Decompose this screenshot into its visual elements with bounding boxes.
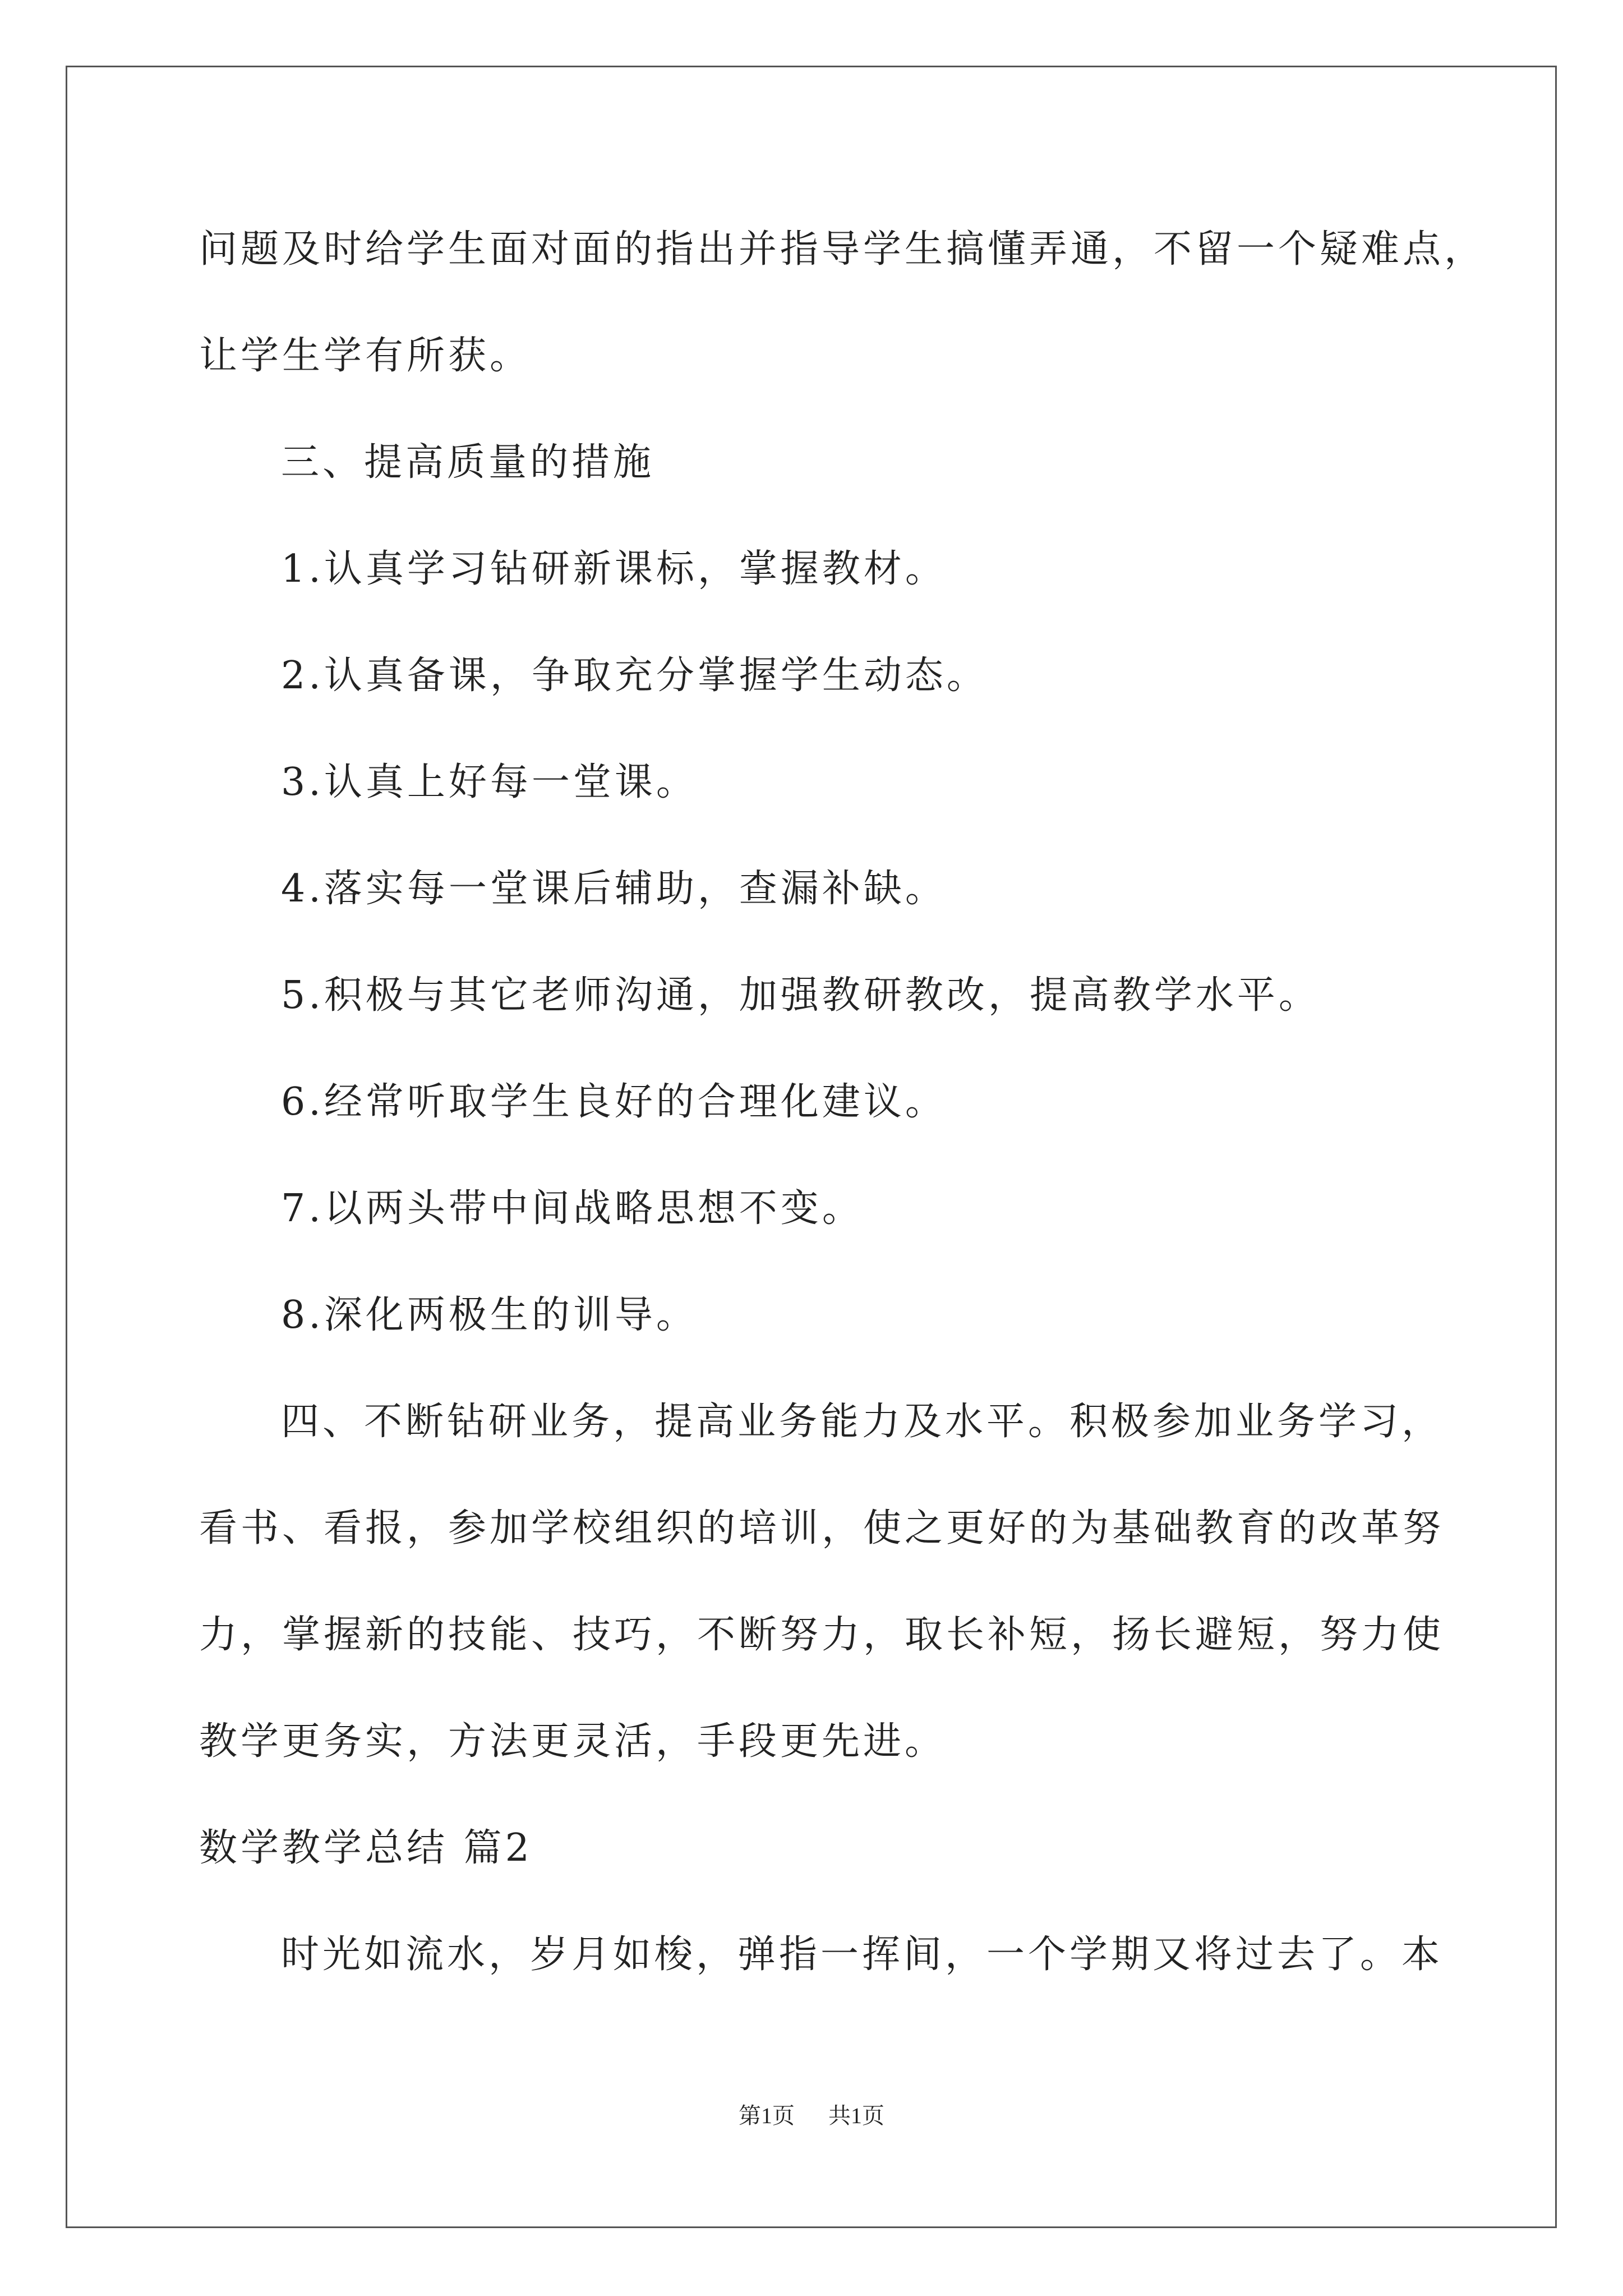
list-item: 8.深化两极生的训导。 xyxy=(281,1293,698,1337)
page-total: 共1页 xyxy=(828,2103,884,2128)
section-title: 数学教学总结 篇2 xyxy=(199,1826,533,1870)
list-item: 7.以两头带中间战略思想不变。 xyxy=(281,1186,864,1231)
body-line: 让学生学有所获。 xyxy=(199,334,532,378)
body-line: 教学更务实，方法更灵活，手段更先进。 xyxy=(199,1719,947,1764)
page-footer xyxy=(0,2099,1623,2133)
list-item: 2.认真备课，争取充分掌握学生动态。 xyxy=(281,654,988,698)
body-line: 看书、看报，参加学校组织的培训，使之更好的为基础教育的改革努 xyxy=(199,1506,1445,1550)
page-number: 第1页 xyxy=(739,2103,795,2128)
body-line: 时光如流水，岁月如梭，弹指一挥间，一个学期又将过去了。本 xyxy=(281,1932,1444,1977)
list-item: 1.认真学习钻研新课标，掌握教材。 xyxy=(281,547,947,591)
body-line: 四、不断钻研业务，提高业务能力及水平。积极参加业务学习， xyxy=(281,1400,1444,1444)
page-border xyxy=(66,66,1557,2228)
list-item: 3.认真上好每一堂课。 xyxy=(281,760,698,804)
list-item: 5.积极与其它老师沟通，加强教研教改，提高教学水平。 xyxy=(281,973,1320,1018)
body-line: 问题及时给学生面对面的指出并指导学生搞懂弄通，不留一个疑难点， xyxy=(199,227,1486,272)
body-line: 力，掌握新的技能、技巧，不断努力，取长补短，扬长避短，努力使 xyxy=(199,1613,1445,1657)
list-item: 4.落实每一堂课后辅助，查漏补缺。 xyxy=(281,867,947,911)
list-item: 6.经常听取学生良好的合理化建议。 xyxy=(281,1080,947,1124)
section-heading: 三、提高质量的措施 xyxy=(281,440,655,485)
